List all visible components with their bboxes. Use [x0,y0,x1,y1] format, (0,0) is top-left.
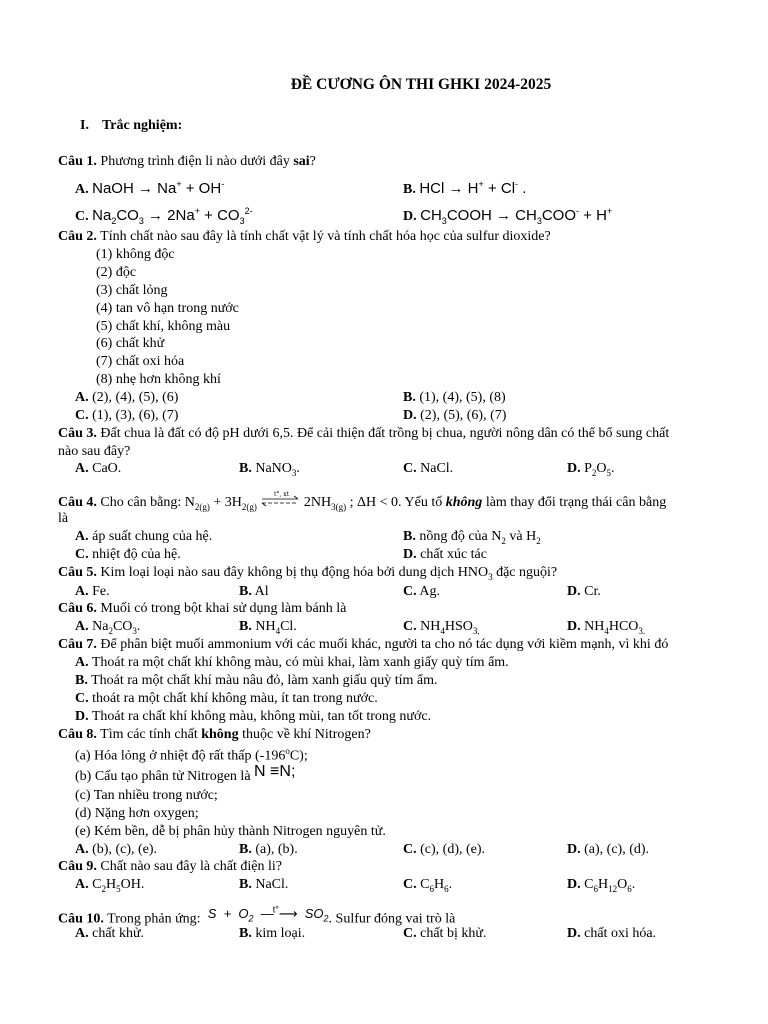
equation: NaOH → Na+ + OH- [92,179,225,197]
q8-option-a [75,841,157,858]
question-label: Câu 4. [58,495,97,510]
q9-option-b [239,876,288,893]
option-letter: C. [403,877,417,892]
question-text: Đất chua là đất có độ pH dưới 6,5. Để cải thiện đất trồng bị chua, người nông dân có thể bổ sung chất [96,426,670,441]
option-letter: C. [403,584,417,599]
emphasis: không [445,495,483,510]
q4-option-d [403,546,487,563]
option-letter: D. [403,209,417,224]
option-letter: C. [75,547,89,562]
q9-option-c: C. $C_6H_6$. [403,877,453,894]
q10-option-c [403,925,486,942]
option-text: Ag. [419,584,440,599]
q1-option-a [75,176,224,198]
question-text: thuộc về khí Nitrogen? [238,727,371,742]
option-text: (1), (4), (5), (8) [419,390,506,405]
q2-option-b [403,389,506,406]
item-text: (b) Cấu tạo phân tử Nitrogen là [75,769,251,784]
option-letter: B. [239,619,252,634]
option-text: áp suất chung của hệ. [92,529,213,544]
svg-text:t°, xt: t°, xt [274,491,290,498]
q10-option-d [567,925,656,942]
equilibrium-arrow-icon [260,491,300,509]
option-letter: C. [403,842,417,857]
q5-option-c [403,583,440,600]
option-letter: D. [567,842,581,857]
question-label: Câu 6. [58,601,97,616]
section-number: I. [80,118,89,133]
option-text: kim loại. [255,926,306,941]
option-text: (c), (d), (e). [420,842,486,857]
section-label: Trắc nghiệm: [102,118,183,133]
option-letter: A. [75,619,89,634]
q7-option-c [75,690,378,707]
question-1 [58,153,316,170]
question-4: Câu 4. Cho cân bằng: $N_{2(g)} + 3H_{2(g)}$ t°, xt $2NH_{3(g)}$ ; ΔH < 0. Yếu tố không làm thay đổi trạng thái cân bằng [58,491,667,512]
q5-option-d [567,583,601,600]
q8-item-e: (e) Kém bền, dễ bị phân hủy thành Nitrogen nguyên tử. [75,824,386,839]
q8-option-c [403,841,485,858]
option-text: (b), (c), (e). [92,842,158,857]
q9-option-d: D. $C_6H_{12}O_6$. [567,877,636,894]
option-letter: D. [567,877,581,892]
q8-item-a: (a) Hóa lỏng ở nhiệt độ rất thấp (-196$^o$C); [75,746,308,764]
item-text: (a) Hóa lỏng ở nhiệt độ rất thấp (-196 [75,748,286,764]
option-text: Thoát ra một chất khí màu nâu đỏ, làm xanh giấu quỳ tím ẩm. [91,673,438,688]
section-heading [80,118,182,134]
q2-item: (6) chất khử [96,336,165,351]
equation: HCl → H+ + Cl- . [419,179,527,197]
q8-item-d: (d) Nặng hơn oxygen; [75,806,199,821]
option-letter: A. [75,182,89,197]
option-text: chất oxi hóa. [584,926,657,941]
question-text: ; ΔH < 0. Yếu tố [346,495,446,510]
reaction-equation: $S + O_2$ —$^{t^\circ}$⟶ $SO_2$ [204,905,329,924]
q2-item: (7) chất oxi hóa [96,354,185,369]
emphasis: sai [293,154,310,169]
q6-option-d: D. $NH_4HCO_{3.}$ [567,619,646,636]
q2-item: (1) không độc [96,247,175,262]
option-letter: B. [75,673,88,688]
option-text: nhiệt độ của hệ. [92,547,181,562]
page-title: ĐỀ CƯƠNG ÔN THI GHKI 2024-2025 [290,76,552,93]
question-text: 2NH [303,495,332,510]
option-text: Al [254,584,269,599]
question-label: Câu 9. [58,859,97,874]
question-text: đặc nguội? [492,565,558,580]
option-letter: C. [403,619,417,634]
q8-item-c: (c) Tan nhiều trong nước; [75,788,218,803]
option-letter: D. [75,709,89,724]
option-letter: A. [75,877,89,892]
option-text: chất xúc tác [420,547,487,562]
option-text: (1), (3), (6), (7) [92,408,179,423]
q3-option-d: D. $P_2O_5$. [567,461,615,478]
option-letter: B. [239,842,252,857]
question-text: Phương trình điện li nào dưới đây [96,154,294,169]
question-label: Câu 8. [58,727,97,742]
question-label: Câu 10. [58,911,104,927]
question-8 [58,726,371,743]
option-letter: C. [75,209,89,224]
emphasis: không [201,727,239,742]
question-text: Tính chất nào sau đây là tính chất vật lý và tính chất hóa học của sulfur dioxide? [96,229,551,244]
option-letter: D. [403,408,417,423]
question-2 [58,228,551,245]
q2-item: (4) tan vô hạn trong nước [96,301,239,316]
option-text: (2), (5), (6), (7) [420,408,507,423]
equation: $CH_3COOH \to CH_3COO^- + H^+$ [420,206,613,226]
q7-option-d [75,708,431,725]
option-letter: B. [403,182,416,197]
option-text: NaCl. [255,877,289,892]
question-text: . Sulfur đóng vai trò là [328,911,456,927]
question-label: Câu 1. [58,154,97,169]
option-text: thoát ra một chất khí không màu, ít tan trong nước. [92,691,378,706]
option-letter: A. [75,529,89,544]
q2-item: (5) chất khí, không màu [96,319,231,334]
q2-option-a [75,389,178,406]
q4-option-b: B. nồng độ của $N_2$ và $H_2$ [403,529,541,546]
q5-option-b [239,583,269,600]
question-5: Câu 5. Kim loại loại nào sau đây không bị thụ động hóa bởi dung dịch $HNO_3$ đặc nguội? [58,565,558,582]
question-text: Kim loại loại nào sau đây không bị thụ động hóa bởi dung dịch HNO [96,565,489,580]
option-letter: B. [403,390,416,405]
option-letter: C. [403,461,417,476]
option-text: (2), (4), (5), (6) [92,390,179,405]
option-letter: A. [75,584,89,599]
q8-option-d [567,841,649,858]
q2-option-c [75,407,178,424]
option-letter: A. [75,926,89,941]
option-text: Fe. [92,584,110,599]
question-label: Câu 3. [58,426,97,441]
question-7 [58,636,668,653]
option-letter: C. [75,691,89,706]
option-text: (a), (c), (d). [584,842,650,857]
question-text: Trong phản ứng: [103,911,201,927]
option-letter: B. [239,461,252,476]
q2-item: (8) nhẹ hơn không khí [96,372,221,387]
option-letter: D. [567,584,581,599]
option-text: Cr. [584,584,601,599]
option-letter: D. [567,619,581,634]
question-6 [58,600,346,617]
q7-option-a [75,654,509,671]
q1-option-b [403,176,526,198]
question-text: làm thay đổi trạng thái cân bằng [482,495,667,510]
option-text: Thoát ra chất khí không màu, không mùi, tan tốt trong nước. [91,709,432,724]
option-text: chất khử. [92,926,145,941]
question-text: Chất nào sau đây là chất điện li? [96,859,282,874]
q1-option-d [403,203,612,230]
option-letter: C. [403,926,417,941]
option-letter: B. [239,584,252,599]
option-letter: D. [403,547,417,562]
equation: $Na_2CO_3 \to 2Na^+ + CO_3^{2-}$ [92,206,253,226]
q3-option-c: C. NaCl. [403,461,454,476]
option-letter: B. [403,529,416,544]
option-letter: D. [567,461,581,476]
q3-option-b: B. NaNO$_3$. [239,461,300,478]
option-letter: B. [239,926,252,941]
option-letter: D. [567,926,581,941]
question-3-cont: nào sau đây? [58,444,131,459]
q8-item-b [75,763,296,785]
question-label: Câu 7. [58,637,97,652]
q10-option-a [75,925,144,942]
q6-option-a: A. $Na_2CO_3$. [75,619,141,636]
q1-option-c [75,203,253,230]
option-letter: C. [75,408,89,423]
question-9 [58,858,282,875]
q3-option-a: A. CaO. [75,461,122,476]
option-letter: A. [75,390,89,405]
question-text: Tìm các tính chất [96,727,202,742]
question-3 [58,425,669,442]
q7-option-b [75,672,438,689]
option-text: (a), (b). [255,842,298,857]
question-text: Muối có trong bột khai sử dụng làm bánh là [96,601,347,616]
question-text-end: ? [309,154,316,169]
option-letter: B. [239,877,252,892]
option-letter: A. [75,842,89,857]
q2-item: (3) chất lỏng [96,283,168,298]
option-letter: A. [75,461,89,476]
q4-option-c [75,546,181,563]
question-label: Câu 2. [58,229,97,244]
triple-bond-formula: N ≡N; [254,763,296,780]
q5-option-a [75,583,110,600]
question-label: Câu 5. [58,565,97,580]
question-text: Để phân biệt muối ammonium với các muối khác, người ta cho nó tác dụng với kiềm mạnh, vì khi đó [96,637,669,652]
q2-option-d [403,407,506,424]
option-letter: A. [75,655,89,670]
q6-option-b: B. $NH_4Cl$. [239,619,297,636]
question-4-cont: là [58,511,69,526]
q8-option-b [239,841,298,858]
q6-option-c: C. $NH_4HSO_{3.}$ [403,619,480,636]
option-text: chất bị khử. [420,926,487,941]
q2-item: (2) độc [96,265,137,280]
item-text: C); [289,748,308,764]
option-text: Thoát ra một chất khí không màu, có mùi khai, làm xanh giấy quỳ tím ẩm. [91,655,509,670]
q4-option-a [75,528,212,545]
q10-option-b [239,925,305,942]
q9-option-a: A. $C_2H_5OH$. [75,877,145,894]
